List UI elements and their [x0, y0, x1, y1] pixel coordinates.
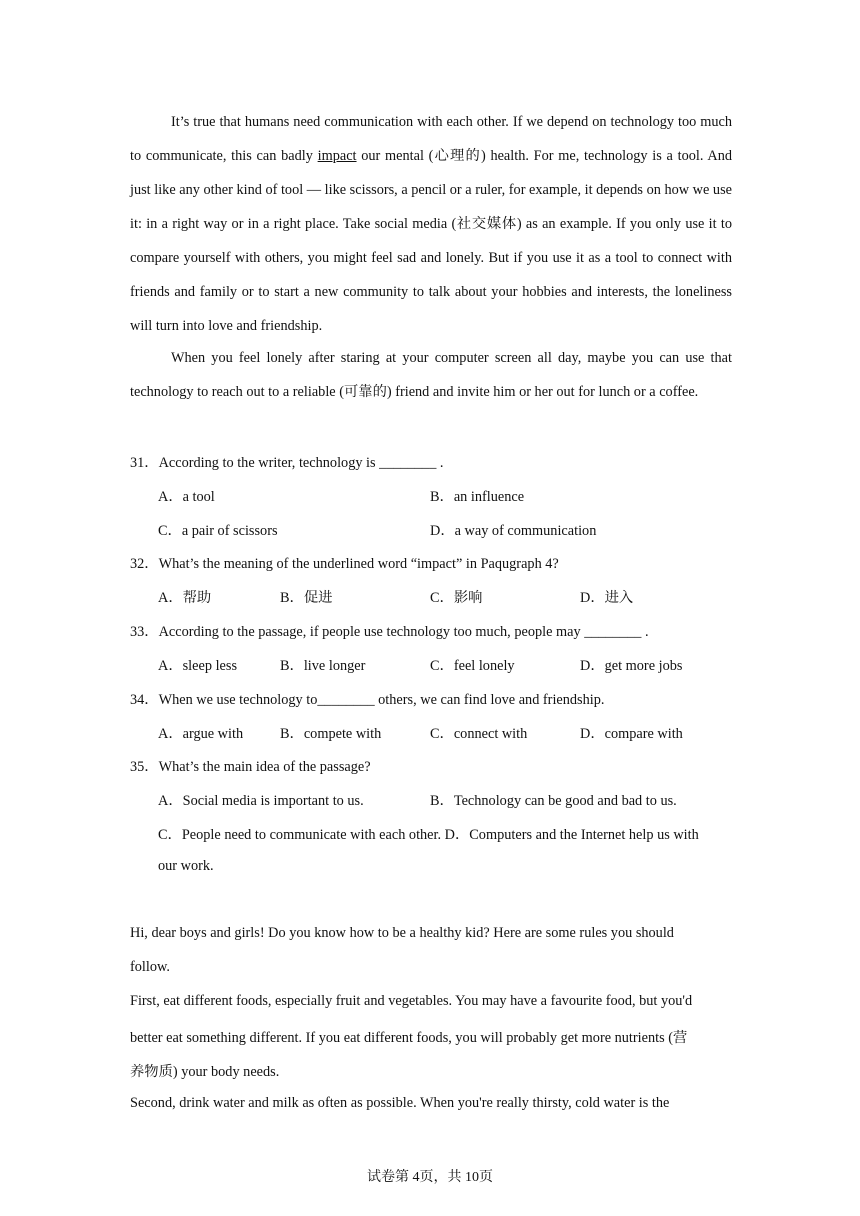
q34-option-a: A．argue with	[158, 726, 244, 742]
q34-option-b: B．compete with	[280, 726, 382, 742]
passage2-first-line-3: 养物质) your body needs.	[130, 1064, 280, 1080]
q35-option-b: B．Technology can be good and bad to us.	[430, 793, 677, 809]
question-35-stem: 35．What’s the main idea of the passage?	[130, 759, 371, 775]
question-32-stem: 32．What’s the meaning of the underlined word “impact” in Paqugraph 4?	[130, 556, 559, 572]
p1-text-before: It’s true that humans need communication with each other. If we depend on technology too much to communicate, this can badly	[130, 114, 732, 164]
passage2-first-line-1: First, eat different foods, especially fruit and vegetables. You may have a favourite food, but you'd	[130, 993, 693, 1009]
underlined-word-impact: impact	[317, 148, 357, 164]
passage-paragraph-2: When you feel lonely after staring at your computer screen all day, maybe you can use that technology to reach out to a reliable (可靠的) friend and invite him or her out for lunch or a coffee.	[130, 350, 732, 400]
question-34-stem: 34．When we use technology to________ others, we can find love and friendship.	[130, 692, 605, 708]
q31-option-a: A．a tool	[158, 489, 215, 505]
question-33-stem: 33．According to the passage, if people use technology too much, people may ________ .	[130, 624, 649, 640]
q32-option-d: D．进入	[580, 590, 634, 606]
passage2-first-line-2: better eat something different. If you eat different foods, you will probably get more nutrients (营	[130, 1030, 688, 1046]
q34-option-c: C．connect with	[430, 726, 528, 742]
passage2-second-line-1: Second, drink water and milk as often as possible. When you're really thirsty, cold water is the	[130, 1095, 670, 1111]
q32-option-c: C．影响	[430, 590, 483, 606]
passage2-intro-line-2: follow.	[130, 959, 170, 975]
q35-option-c-d: C．People need to communicate with each other. D．Computers and the Internet help us with	[158, 827, 699, 843]
q35-option-a: A．Social media is important to us.	[158, 793, 364, 809]
q33-option-d: D．get more jobs	[580, 658, 683, 674]
q33-option-c: C．feel lonely	[430, 658, 515, 674]
page-footer: 试卷第 4页，共 10页	[367, 1170, 493, 1185]
q31-option-b: B．an influence	[430, 489, 525, 505]
q33-option-b: B．live longer	[280, 658, 366, 674]
q34-option-d: D．compare with	[580, 726, 683, 742]
q32-option-a: A．帮助	[158, 590, 212, 606]
passage-paragraph-1	[130, 105, 732, 343]
passage2-intro-line-1: Hi, dear boys and girls! Do you know how to be a healthy kid? Here are some rules you should	[130, 925, 674, 941]
q32-option-b: B．促进	[280, 590, 333, 606]
p1-text-after: our mental (心理的) health. For me, technology is a tool. And just like any other kind of tool — like scissors, a pencil or a ruler, for example, it depends on how we use it: in a right way or in a right place. Take social media (社交媒体) as an example. If you only use it to compare yourself with others, you might feel sad and lonely. But if you use it as a tool to connect with friends and family or to start a new community to talk about your hobbies and interests, the loneliness will turn into love and friendship.	[130, 148, 733, 334]
q31-option-d: D．a way of communication	[430, 523, 597, 539]
q35-option-d-continued: our work.	[158, 858, 214, 874]
q31-option-c: C．a pair of scissors	[158, 523, 278, 539]
q33-option-a: A．sleep less	[158, 658, 238, 674]
question-31-stem: 31．According to the writer, technology is ________ .	[130, 455, 444, 471]
